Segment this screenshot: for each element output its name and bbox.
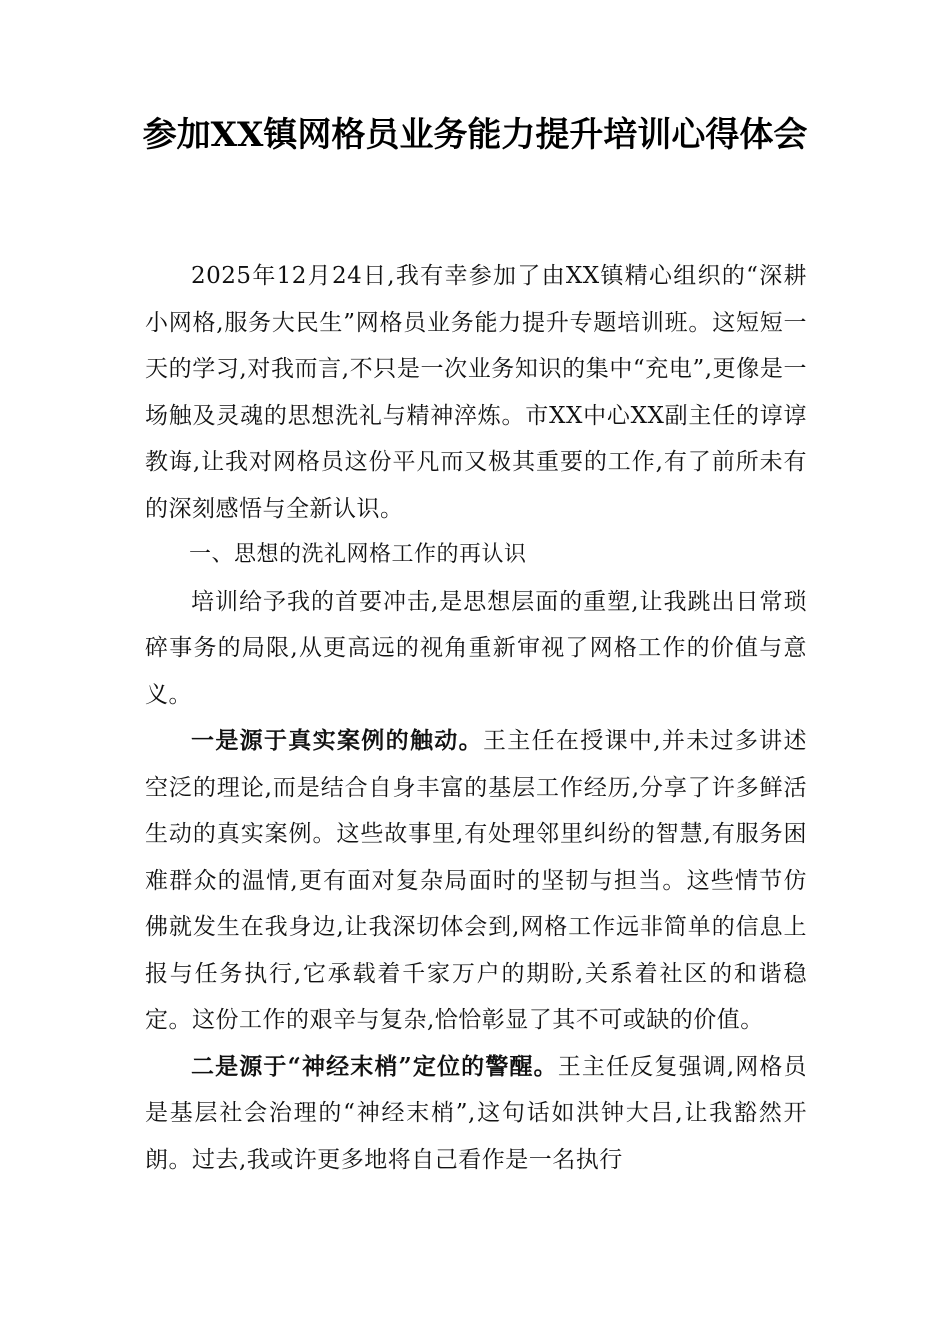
intro-paragraph bbox=[145, 253, 807, 532]
section-heading-1-text: 一、思想的洗礼网格工作的再认识 bbox=[189, 542, 527, 567]
point-1-text: 王主任在授课中,并未过多讲述空泛的理论,而是结合自身丰富的基层工作经历,分享了许多鲜活生动的真实案例。这些故事里,有处理邻里纠纷的智慧,有服务困难群众的温情,更有面对复杂局面时的坚韧与担当。这些情节仿佛就发生在我身边,让我深切体会到,网格工作远非简单的信息上报与任务执行,它承载着千家万户的期盼,关系着社区的和谐稳定。这份工作的艰辛与复杂,恰恰彰显了其不可或缺的价值。 bbox=[145, 728, 808, 1033]
point-1-paragraph bbox=[145, 718, 807, 1044]
document-body bbox=[145, 253, 807, 1183]
point-2-paragraph bbox=[145, 1044, 807, 1184]
document-title: 参加XX镇网格员业务能力提升培训心得体会 bbox=[142, 115, 808, 155]
intro-paragraph-text: 2025年12月24日,我有幸参加了由XX镇精心组织的“深耕小网格,服务大民生”网格员业务能力提升专题培训班。这短短一天的学习,对我而言,不只是一次业务知识的集中“充电”,更像是一场触及灵魂的思想洗礼与精神淬炼。市XX中心XX副主任的谆谆教诲,让我对网格员这份平凡而又极其重要的工作,有了前所未有的深刻感悟与全新认识。 bbox=[145, 263, 807, 522]
section-1-paragraph bbox=[145, 579, 807, 719]
section-1-paragraph-text: 培训给予我的首要冲击,是思想层面的重塑,让我跳出日常琐碎事务的局限,从更高远的视角重新审视了网格工作的价值与意义。 bbox=[145, 588, 807, 708]
point-1-lead: 一是源于真实案例的触动。 bbox=[191, 727, 483, 754]
point-2-text: 王主任反复强调,网格员是基层社会治理的“神经末梢”,这句话如洪钟大吕,让我豁然开朗。过去,我或许更多地将自己看作是一名执行 bbox=[145, 1053, 807, 1173]
section-heading-1 bbox=[145, 532, 807, 579]
point-2-lead: 二是源于“神经末梢”定位的警醒。 bbox=[191, 1052, 558, 1080]
